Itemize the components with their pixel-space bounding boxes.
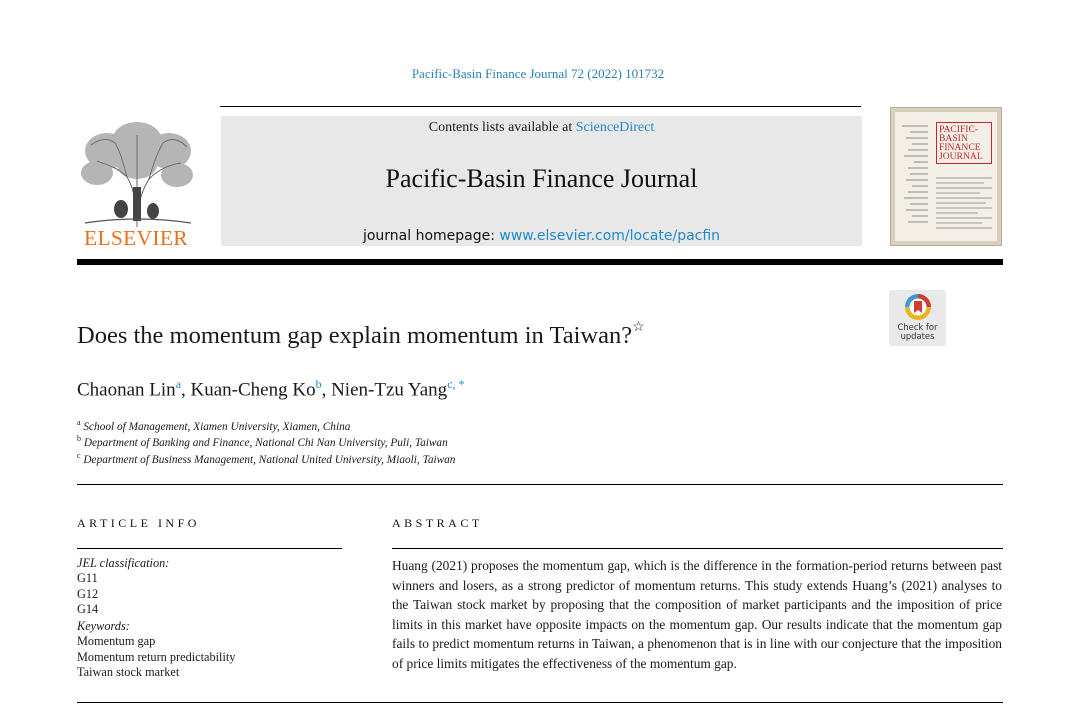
cover-contents-lines [900, 122, 930, 232]
header-rule [220, 106, 861, 107]
abstract-heading: ABSTRACT [392, 516, 483, 530]
article-title-text: Does the momentum gap explain momentum in Taiwan? [77, 322, 633, 350]
article-info-heading: ARTICLE INFO [77, 516, 200, 530]
crossmark-icon [903, 292, 933, 322]
author-list: Chaonan Lin$^a$, Kuan-Cheng Ko$^b$, Nien-Tzu Yang$^{c, *}$ [77, 377, 465, 401]
homepage-prefix: journal homepage: [362, 228, 500, 244]
cover-title-line: PACIFIC- [939, 124, 979, 135]
affil-text: School of Management, Xiamen University, Xiamen, China [83, 420, 351, 433]
check-for-updates-label [889, 323, 946, 340]
affil-marker: c [77, 451, 81, 460]
badge-line: Check for [897, 322, 938, 332]
cover-title [936, 122, 992, 164]
cover-title-line: JOURNAL [939, 151, 983, 162]
journal-name: Pacific-Basin Finance Journal [385, 164, 698, 193]
journal-cover-thumbnail[interactable] [890, 107, 1002, 246]
affil-text: Department of Banking and Finance, National Chi Nan University, Puli, Taiwan [83, 436, 448, 449]
jel-code: G11 [77, 571, 98, 586]
masthead-thick-rule [77, 259, 1003, 265]
jel-code: G14 [77, 601, 99, 616]
jel-label: JEL classification: [77, 556, 170, 570]
keywords-label: Keywords: [77, 619, 130, 634]
cover-article-lines [936, 176, 992, 236]
author-name[interactable]: Chaonan Lin [77, 379, 176, 401]
cover-title-line: FINANCE [939, 142, 981, 153]
journal-homepage-link[interactable]: www.elsevier.com/locate/pacfin [499, 228, 721, 244]
journal-citation-link[interactable]: Pacific-Basin Finance Journal 72 (2022) 101732 [411, 66, 665, 81]
journal-masthead [221, 116, 862, 246]
author-affil-link[interactable]: c, * [447, 377, 465, 391]
abstract-divider [392, 548, 1003, 549]
check-for-updates-button[interactable] [889, 290, 946, 346]
author-affil-link[interactable]: b [315, 377, 322, 391]
title-footnote-mark[interactable]: ☆ [632, 320, 645, 335]
sciencedirect-link[interactable]: ScienceDirect [575, 120, 655, 135]
author-name[interactable]: Kuan-Cheng Ko [190, 379, 316, 401]
abstract-text: Huang (2021) proposes the momentum gap, which is the difference in the formation-period returns between past winners and losers, as a strong predictor of momentum returns. This study extends Huang’s (2021) analyses to the Taiwan stock market by proposing that the composition of market participants and the imposition of price limits in this market have opposite impacts on the momentum gap. Our results indicate that the momentum gap fails to predict momentum returns in Taiwan, a phenomenon that is in line with our conjecture that the imposition of price limits mitigates the effectiveness of the momentum gap. [392, 558, 1002, 671]
contents-line [221, 120, 862, 136]
keyword: Taiwan stock market [77, 665, 180, 680]
cover-title-line: BASIN [939, 133, 968, 144]
affil-marker: a [77, 418, 81, 427]
article-info-list [77, 556, 235, 680]
affil-text: Department of Business Management, National United University, Miaoli, Taiwan [83, 453, 456, 466]
badge-line: updates [900, 330, 935, 341]
keyword: Momentum gap [77, 634, 156, 649]
abstract-bottom-rule [77, 702, 1003, 703]
keyword: Momentum return predictability [77, 649, 236, 664]
author-name[interactable]: Nien-Tzu Yang [331, 379, 448, 401]
jel-code: G12 [77, 586, 99, 601]
author-affil-link[interactable]: a [175, 377, 182, 391]
affiliation-c [77, 451, 455, 466]
info-divider [77, 548, 342, 549]
affiliation-divider [77, 484, 1003, 485]
cover-inner [895, 112, 997, 241]
contents-prefix: Contents lists available at [428, 120, 576, 135]
homepage-line [221, 228, 862, 244]
elsevier-wordmark: ELSEVIER [84, 226, 188, 250]
affil-marker: b [77, 434, 81, 443]
affiliation-b [77, 434, 448, 449]
article-title [77, 322, 645, 350]
affiliation-a [77, 418, 350, 433]
